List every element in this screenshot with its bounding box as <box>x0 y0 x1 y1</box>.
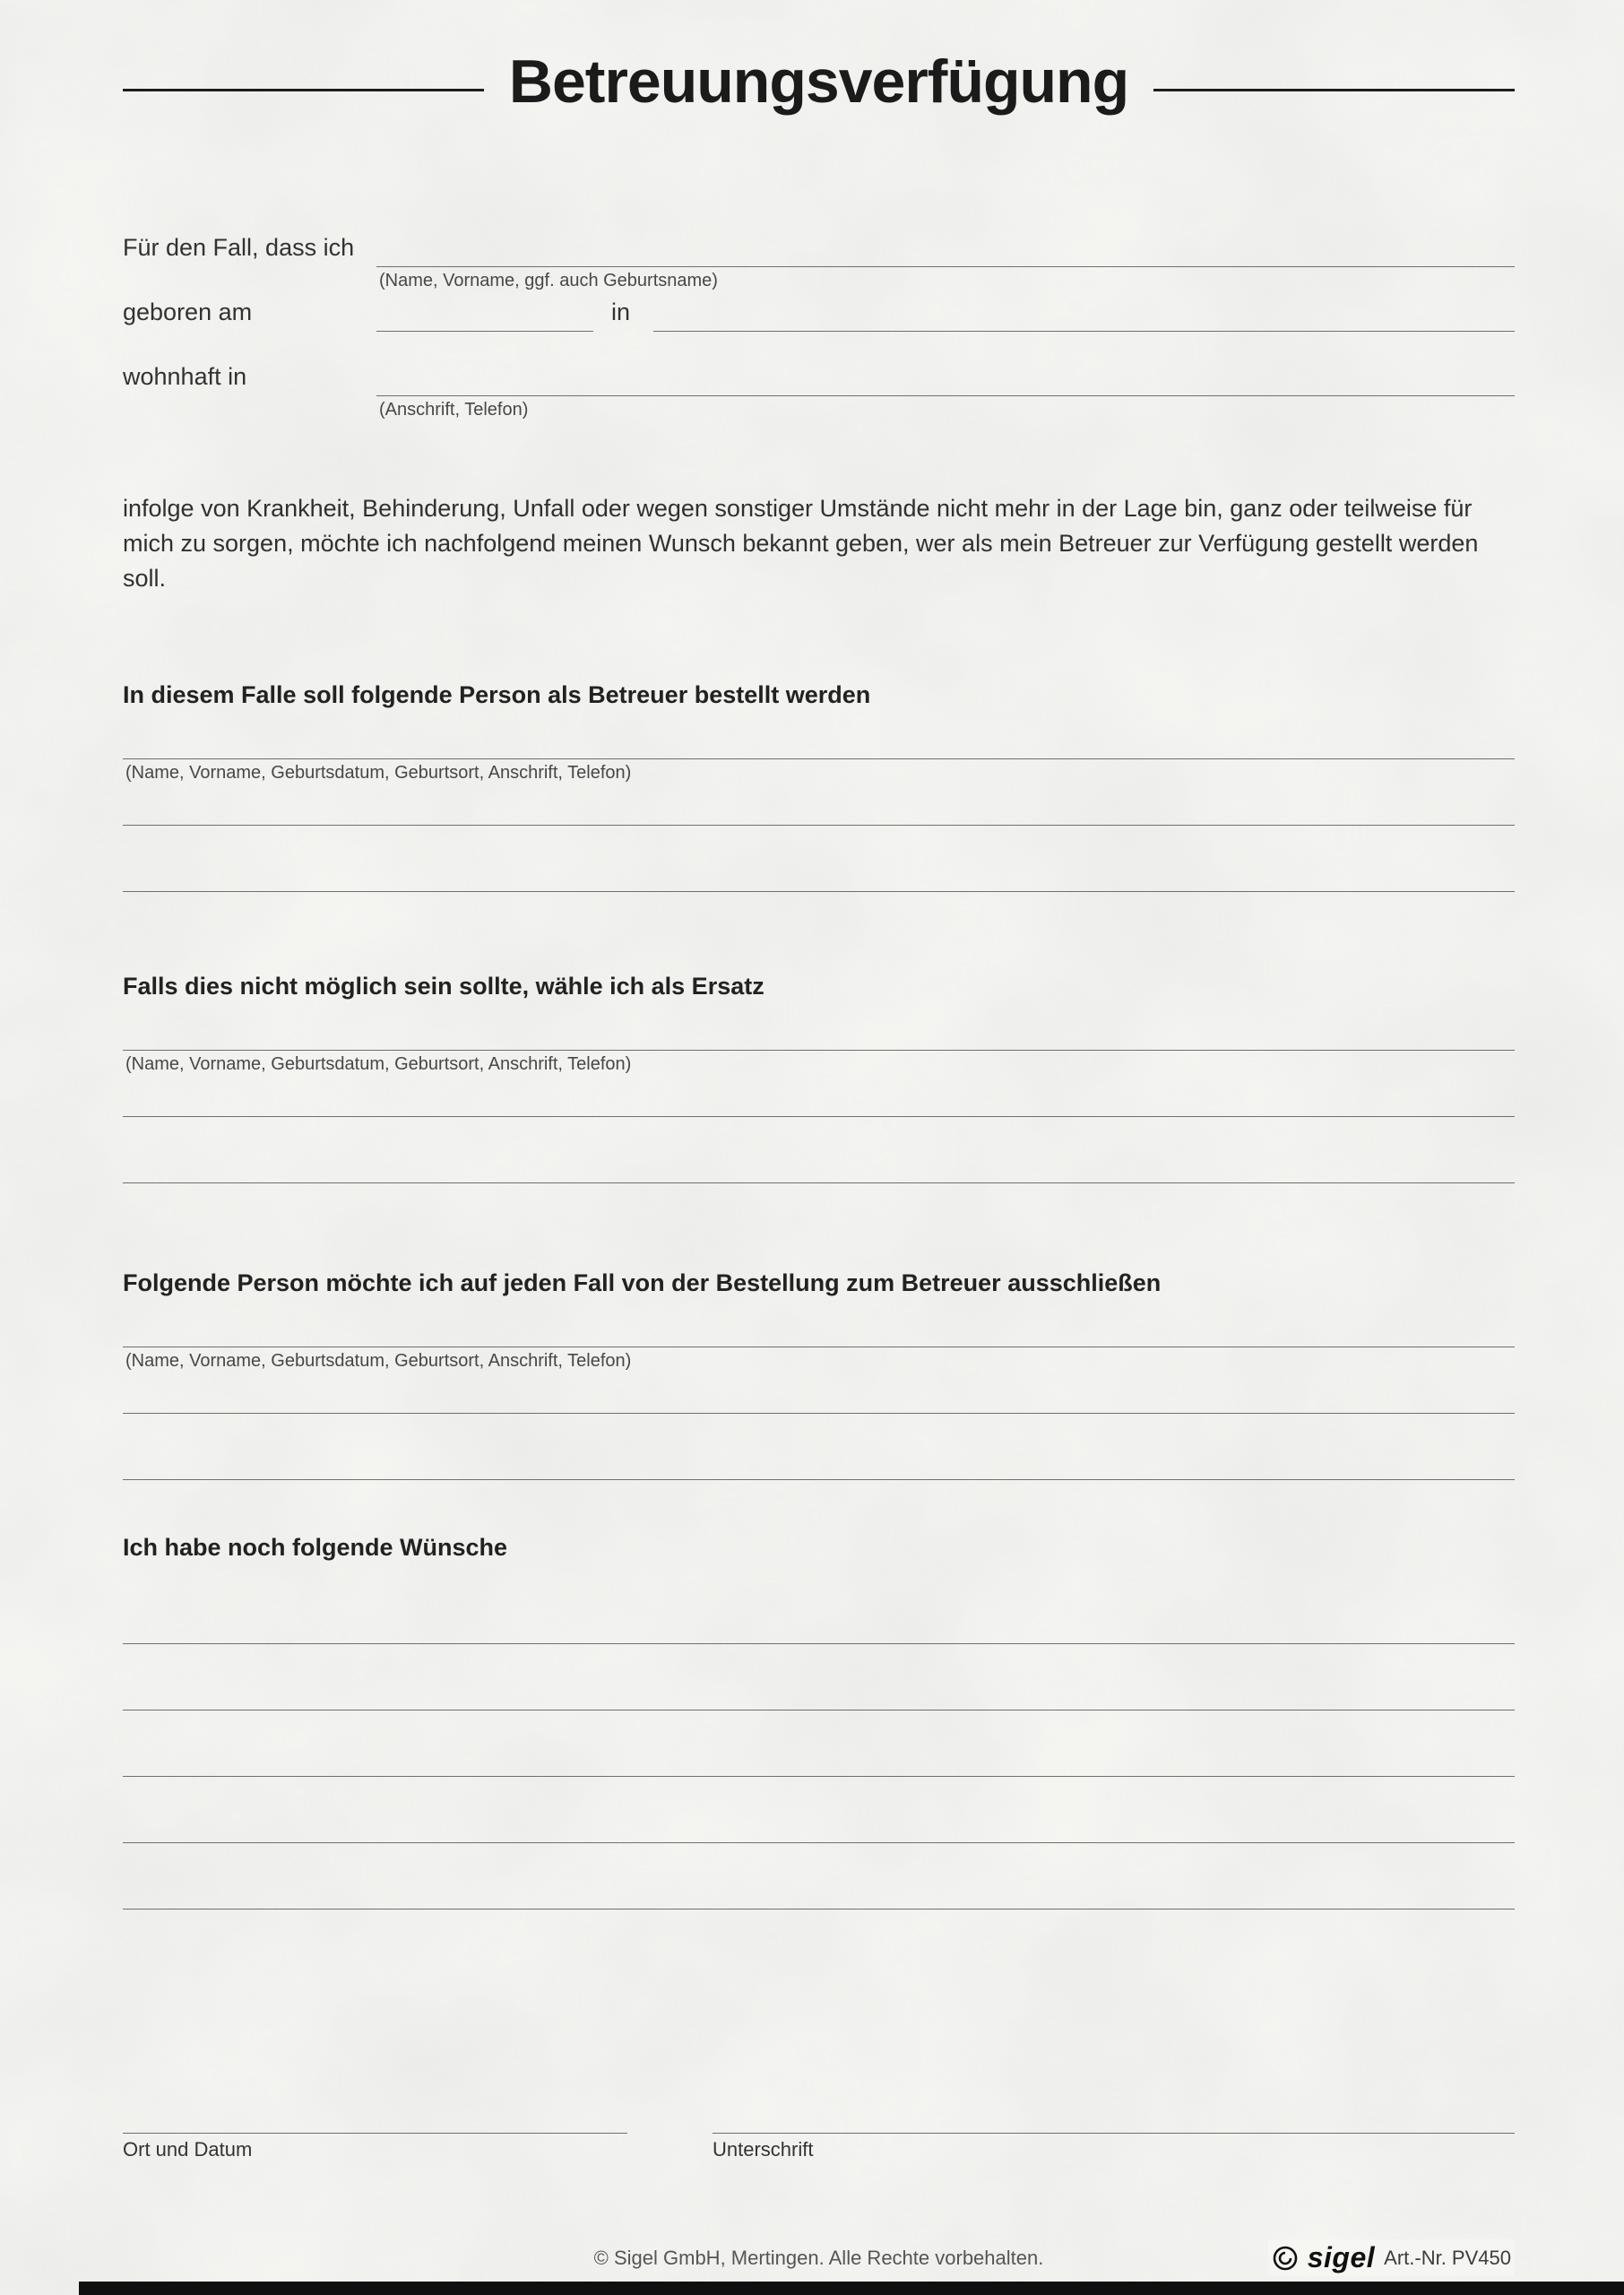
unterschrift-line[interactable] <box>713 2094 1515 2134</box>
label-in: in <box>611 299 631 325</box>
section-ausschluss <box>123 1269 1515 1480</box>
name-field-area <box>376 231 1515 290</box>
betreuer-hint: (Name, Vorname, Geburtsdatum, Geburtsort, Anschrift, Telefon) <box>125 763 632 783</box>
wunsch-line-3[interactable] <box>123 1710 1515 1777</box>
input-line-birthdate[interactable] <box>376 296 593 332</box>
ersatz-line-1[interactable] <box>123 1000 1515 1074</box>
label-geboren-am: geboren am <box>123 299 253 325</box>
label-wohnhaft-in: wohnhaft in <box>123 363 247 390</box>
input-line-birthplace[interactable] <box>653 296 1515 332</box>
place-date-block <box>123 2094 627 2161</box>
ausschluss-hint: (Name, Vorname, Geburtsdatum, Geburtsort, Anschrift, Telefon) <box>125 1351 632 1371</box>
signature-block <box>713 2094 1515 2161</box>
ort-datum-line[interactable] <box>123 2094 627 2134</box>
title-rule-right <box>1153 89 1515 91</box>
unterschrift-label: Unterschrift <box>713 2138 814 2161</box>
betreuer-line-3[interactable] <box>123 826 1515 892</box>
page-title: Betreuungsverfügung <box>508 48 1129 116</box>
footer <box>123 2239 1515 2281</box>
section-ausschluss-heading: Folgende Person möchte ich auf jeden Fall von der Bestellung zum Betreuer ausschließen <box>123 1269 1162 1296</box>
copyright-text: © Sigel GmbH, Mertingen. Alle Rechte vorbehalten. <box>593 2247 1044 2269</box>
wunsch-line-2[interactable] <box>123 1644 1515 1710</box>
birthdate-field-area <box>376 296 593 332</box>
ersatz-hint: (Name, Vorname, Geburtsdatum, Geburtsort, Anschrift, Telefon) <box>125 1054 632 1074</box>
label-fuer-den-fall: Für den Fall, dass ich <box>123 234 355 261</box>
ausschluss-line-2[interactable] <box>123 1347 1515 1414</box>
title-rule-left <box>123 89 484 91</box>
row-birth <box>123 296 1515 332</box>
input-line-address[interactable] <box>376 360 1515 396</box>
address-hint: (Anschrift, Telefon) <box>379 400 529 420</box>
brand-name: sigel <box>1307 2241 1376 2273</box>
brand-block <box>1268 2239 1515 2276</box>
sigel-logo-icon <box>1272 2245 1299 2272</box>
article-number: Art.-Nr. PV450 <box>1384 2246 1511 2269</box>
signature-row <box>123 2094 1515 2161</box>
ort-datum-label: Ort und Datum <box>123 2138 253 2161</box>
section-ersatz-heading: Falls dies nicht möglich sein sollte, wähle ich als Ersatz <box>123 973 764 1000</box>
form-title-row <box>123 47 1515 117</box>
section-betreuer <box>123 681 1515 892</box>
birthplace-field-area <box>653 296 1515 332</box>
address-field-area <box>376 360 1515 420</box>
section-wuensche <box>123 1534 1515 1910</box>
ersatz-line-2[interactable] <box>123 1051 1515 1117</box>
ersatz-line-3[interactable] <box>123 1117 1515 1183</box>
betreuer-line-2[interactable] <box>123 759 1515 826</box>
wunsch-line-5[interactable] <box>123 1843 1515 1910</box>
wunsch-line-1[interactable] <box>123 1562 1515 1644</box>
section-wuensche-heading: Ich habe noch folgende Wünsche <box>123 1534 508 1561</box>
betreuer-line-1[interactable] <box>123 709 1515 783</box>
section-betreuer-heading: In diesem Falle soll folgende Person als Betreuer bestellt werden <box>123 681 871 708</box>
row-address <box>123 360 1515 420</box>
input-line-name[interactable] <box>376 231 1515 267</box>
print-mark-bar <box>79 2282 1624 2295</box>
ausschluss-line-3[interactable] <box>123 1414 1515 1480</box>
name-hint: (Name, Vorname, ggf. auch Geburtsname) <box>379 271 718 290</box>
wunsch-line-4[interactable] <box>123 1777 1515 1843</box>
ausschluss-line-1[interactable] <box>123 1297 1515 1371</box>
intro-paragraph: infolge von Krankheit, Behinderung, Unfall oder wegen sonstiger Umstände nicht mehr in der Lage bin, ganz oder teilweise für mich zu sorgen, möchte ich nachfolgend meinen Wunsch bekannt geben, wer als mein Betreuer zur Verfügung gestellt werden soll. <box>123 495 1479 592</box>
section-ersatz <box>123 973 1515 1183</box>
row-name <box>123 231 1515 290</box>
